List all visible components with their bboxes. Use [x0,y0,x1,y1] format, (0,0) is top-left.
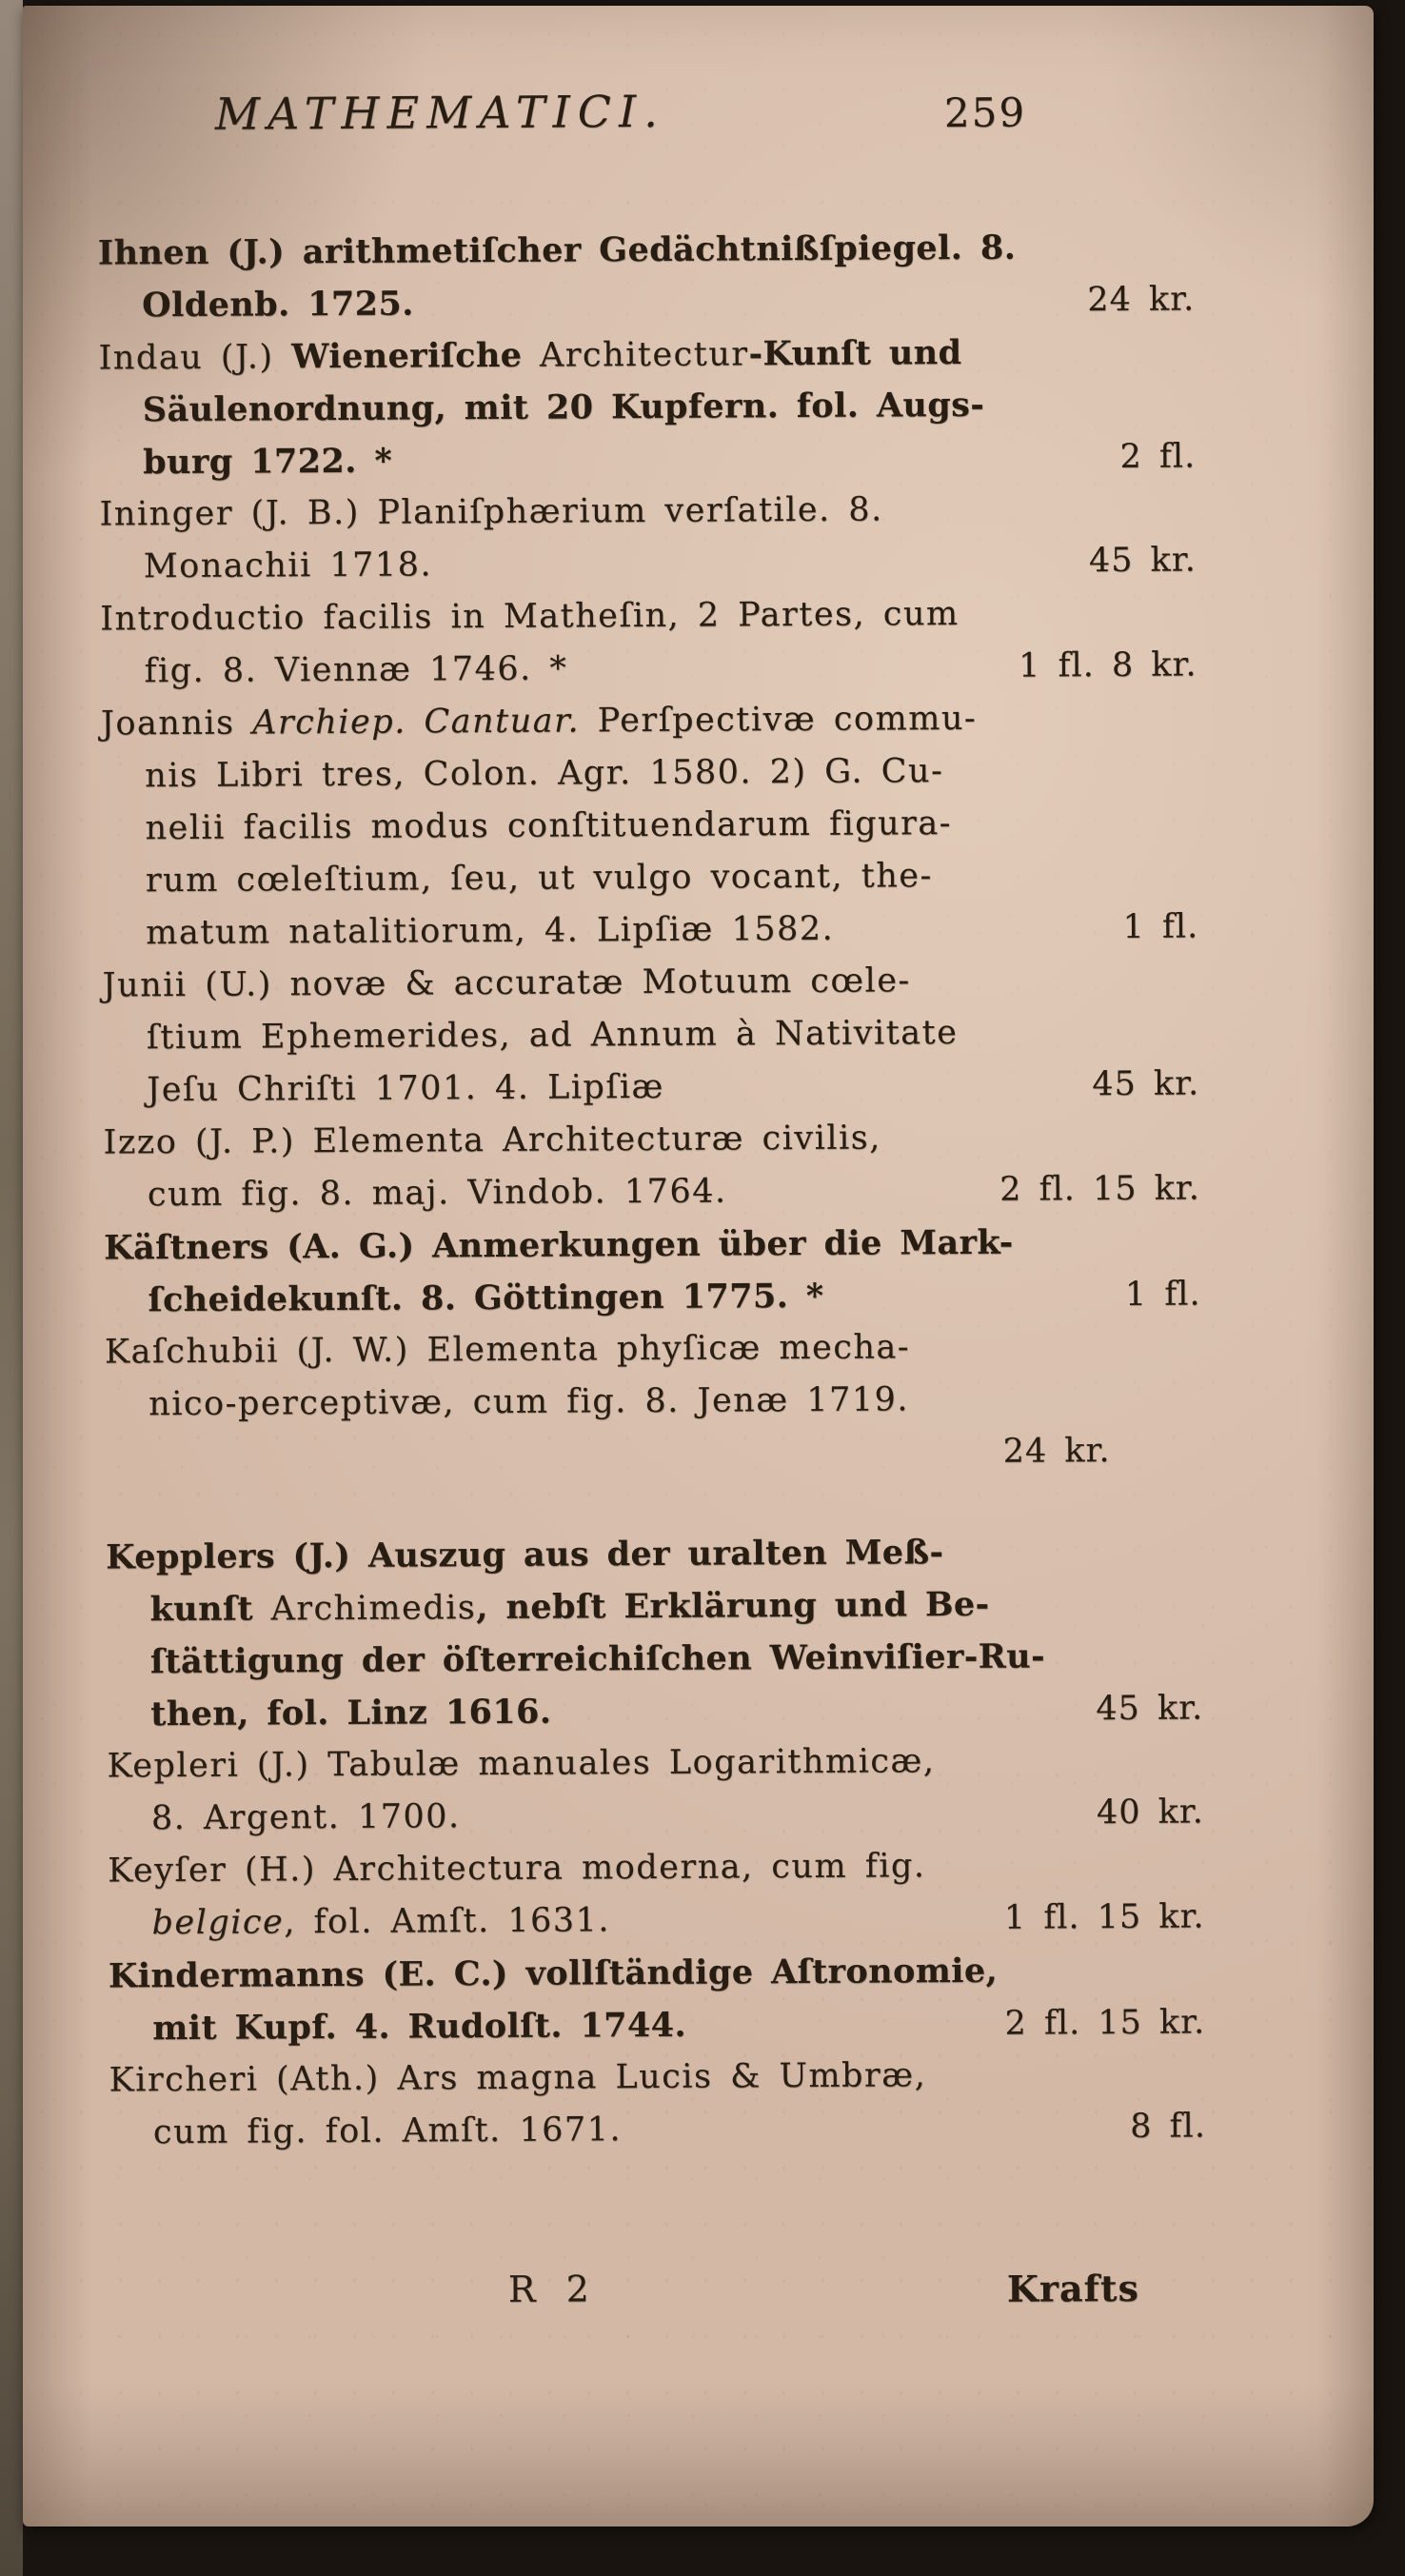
text-segment: belgice [151,1903,285,1943]
text-segment: Junii (U.) novæ & accuratæ Motuum cœle- [102,961,911,1005]
entry-line [102,960,1198,1019]
text-segment: Kepplers (J.) Auszug aus der uralten Meß- [106,1533,944,1577]
entry-line [105,1431,1201,1490]
text-segment: nis Libri tres, Colon. Agr. 1580. 2) G. Cu- [145,752,944,796]
text-segment: Izzo (J. P.) Elementa Architecturæ civilis, [103,1119,881,1162]
catalog-entry [108,1845,1205,1956]
entry-line [100,541,1197,600]
price: 2 fl. [1119,437,1197,476]
entry-text [147,1068,664,1109]
price: 24 kr. [1087,280,1196,320]
entry-text [99,490,882,533]
entry-line [103,1012,1199,1071]
text-segment: ſcheidekunſt. 8. Göttingen 1775. * [148,1276,824,1320]
text-segment: Käſtners (A. G.) Anmerkungen über die Mark- [104,1222,1014,1268]
entry-line [100,645,1197,704]
catalog-entry [103,1117,1200,1228]
entry-line [102,855,1198,914]
text-segment: mit Kupf. 4. Rudolſt. 1744. [152,2005,687,2049]
price: 1 fl. [1124,1275,1201,1314]
running-head [97,82,1194,155]
entry-line [109,2054,1205,2113]
entry-line [101,803,1197,862]
text-segment: kunſt [149,1589,271,1630]
entry-line [101,698,1197,757]
text-segment: Architectur [539,335,749,375]
entry-text [148,1172,727,1214]
text-segment: ſtium Ephemerides, ad Annum à Nativitate [146,1014,959,1058]
text-segment: Indau (J.) [98,338,292,378]
text-segment: , nebſt Erklärung und Be- [476,1584,990,1628]
text-segment: burg 1722. * [143,441,393,483]
entry-line [100,593,1197,652]
entry-text [102,961,911,1004]
catalog-entry [102,960,1199,1123]
text-segment: Archiep. Cantuar. [252,702,581,743]
text-segment: Jeſu Chriſti 1701. 4. Lipſiæ [147,1067,665,1110]
entry-text [145,804,952,847]
entry-line [101,750,1197,809]
catchword: Krafts [1006,2266,1140,2310]
catalog-entry [105,1326,1202,1490]
section-title: MATHEMATICI. [214,85,665,140]
catalog-entry [98,331,1196,495]
text-segment: nelii facilis modus conſtituendarum figura- [145,804,953,848]
entry-text [103,1120,881,1162]
entry-text [146,857,933,900]
entry-line [98,279,1195,338]
text-segment: Säulenordnung, mit 20 Kupfern. fol. Augs- [142,385,985,430]
price: 1 fl. 8 kr. [1018,645,1197,685]
page-paper [23,6,1374,2526]
entry-text [146,910,834,952]
entry-line [104,1274,1200,1333]
price: 40 kr. [1096,1793,1204,1833]
price: 24 kr. [1002,1432,1111,1471]
text-segment: Kindermanns (E. C.) vollſtändige Aſtronomie, [108,1951,999,1996]
book-gutter-edge [0,0,23,2576]
entry-text [151,1901,610,1942]
price: 2 fl. 15 kr. [999,1169,1200,1209]
text-segment: Kircheri (Ath.) Ars magna Lucis & Umbræ, [109,2056,927,2100]
entry-line [106,1531,1202,1590]
entry-text [101,700,978,743]
entry-line [109,2107,1206,2166]
entry-gap [106,1483,1202,1537]
entry-text [144,650,567,691]
text-segment: Monachii 1718. [143,545,433,586]
text-segment: cum fig. fol. Amſt. 1671. [152,2110,623,2152]
catalog-entry [101,698,1199,966]
text-segment: matum natalitiorum, 4. Lipſiæ 1582. [146,909,835,953]
text-segment: Ihnen (J.) arithmetiſcher Gedächtnißſpiegel. 8. [97,228,1017,273]
price: 8 fl. [1130,2107,1207,2146]
text-segment: cum fig. 8. maj. Vindob. 1764. [147,1172,727,1215]
entry-line [108,1845,1204,1904]
catalog-entry [99,488,1197,600]
catalog-entry [109,1950,1206,2061]
price: 1 fl. [1122,907,1199,946]
text-segment: nico-perceptivæ, cum fig. 8. Jenæ 1719. [148,1380,910,1424]
text-segment: Keyſer (H.) Architectura moderna, cum fig. [108,1847,926,1891]
page-fore-edges [1374,0,1405,2576]
entry-text [145,752,943,795]
entry-line [98,331,1195,390]
catalog-entry [109,2054,1206,2166]
text-segment: 8. Argent. 1700. [150,1797,461,1838]
entry-line [109,2002,1205,2061]
gathering-signature: R 2 [507,2268,599,2310]
catalog-entry [100,593,1197,704]
price: 1 fl. 15 kr. [1003,1897,1205,1937]
entry-line [107,1688,1203,1747]
text-segment: Kepleri (J.) Tabulæ manuales Logarithmicæ, [107,1742,936,1786]
text-segment: Ininger (J. B.) Planiſphærium verſatile. 8. [99,490,883,534]
entry-text [109,1952,999,1996]
catalog-entry [107,1740,1204,1852]
entry-line [104,1169,1200,1228]
entry-text [98,228,1017,273]
entry-line [103,1117,1199,1176]
entry-text [143,386,985,429]
entry-line [102,907,1198,966]
entry-text [153,2110,622,2151]
entry-line [105,1378,1201,1437]
text-segment: Wieneriſche [291,335,541,377]
entry-line [109,1950,1205,2009]
entry-line [106,1583,1202,1642]
text-segment: fig. 8. Viennæ 1746. * [144,649,568,691]
entry-line [107,1740,1203,1799]
text-segment: Joannis [100,703,253,743]
entry-text [151,1797,461,1837]
text-segment: ſtättigung der öſterreichiſchen Weinviſier-Ru- [149,1636,1046,1682]
entry-line [105,1326,1201,1385]
entry-text [150,1693,551,1734]
entry-line [98,227,1195,286]
catalog-entry [106,1531,1203,1747]
entry-line [108,1897,1204,1956]
entry-text [150,1636,1045,1681]
text-segment: Introductio facilis in Matheſin, 2 Partes, cum [100,594,960,639]
entry-line [107,1635,1203,1694]
price: 45 kr. [1096,1689,1204,1729]
price: 45 kr. [1088,541,1197,581]
text-segment: Perſpectivæ commu- [579,699,978,741]
entry-text [100,595,960,639]
entry-text [148,1380,909,1423]
text-segment: then, fol. Linz 1616. [150,1692,552,1734]
catalog-entries [98,227,1206,2166]
text-segment: , fol. Amſt. 1631. [284,1901,611,1942]
page-content [97,82,1207,2310]
entry-text [143,442,392,483]
price: 45 kr. [1092,1064,1200,1104]
entry-text [109,2056,926,2099]
text-segment: rum cœleſtium, ſeu, ut vulgo vocant, the- [145,857,934,901]
entry-text [148,1277,823,1319]
text-segment: -Kunſt und [748,332,962,374]
entry-line [99,436,1196,495]
entry-text [98,333,961,378]
text-segment: Archimedis [270,1589,477,1629]
entry-text [108,1847,925,1890]
entry-line [99,384,1196,443]
entry-text [144,545,432,585]
price: 2 fl. 15 kr. [1004,2003,1206,2043]
entry-text [106,1533,943,1576]
entry-text [105,1328,910,1371]
text-segment: Kaſchubii (J. W.) Elementa phyſicæ mecha- [104,1328,911,1372]
catalog-entry [98,227,1196,338]
entry-text [142,284,414,325]
entry-text [152,2006,686,2048]
entry-text [104,1223,1014,1268]
page-number: 259 [943,89,1027,137]
entry-line [99,488,1196,547]
entry-text [107,1742,935,1785]
catalog-entry [104,1221,1201,1333]
entry-line [103,1064,1199,1123]
entry-text [147,1014,959,1057]
entry-text [149,1585,989,1629]
entry-line [108,1793,1204,1852]
entry-line [104,1221,1200,1280]
text-segment: Oldenb. 1725. [142,284,414,326]
